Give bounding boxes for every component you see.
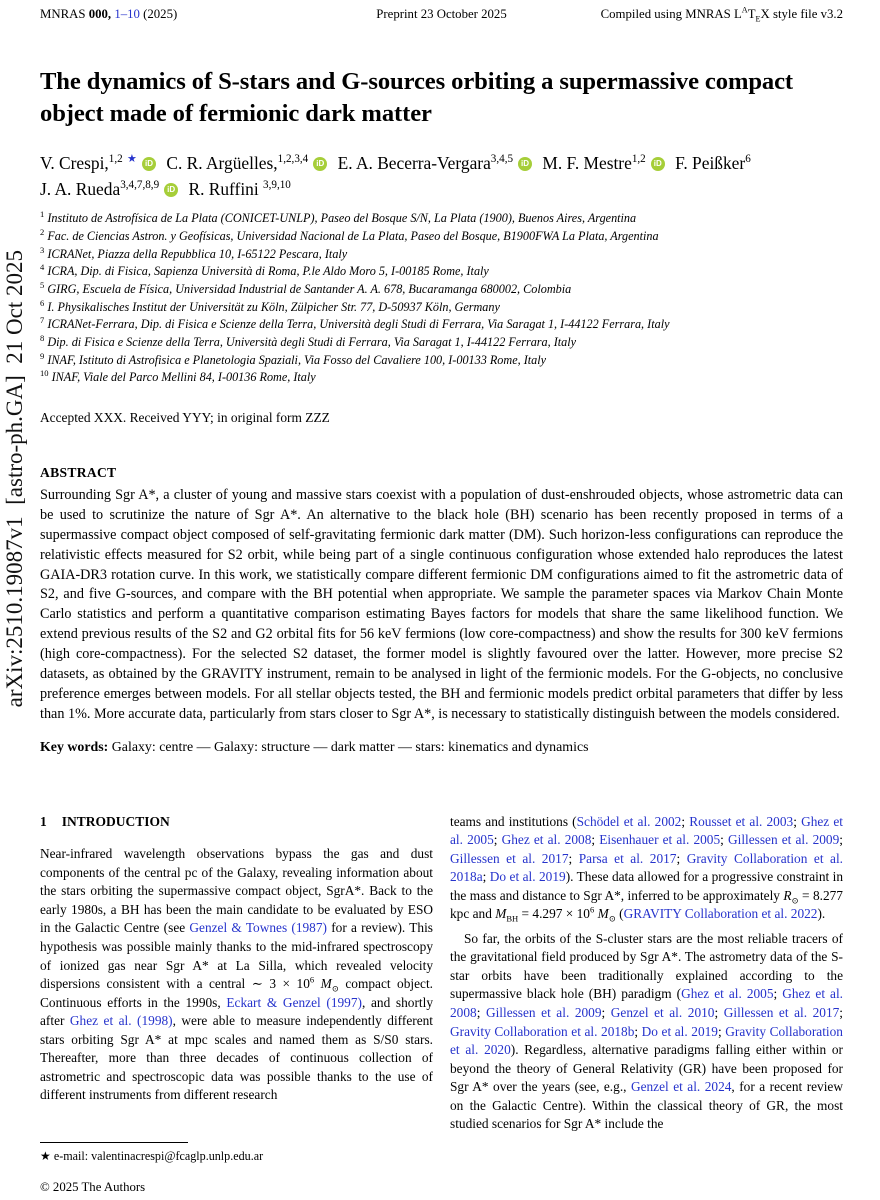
- citation-link[interactable]: Gravity Collaboration et al. 2020: [450, 1023, 843, 1058]
- text-segment: R: [783, 887, 792, 903]
- text-segment: J. A. Rueda: [40, 179, 121, 200]
- text-segment: compact object. Continuous efforts in the 1990s,: [40, 976, 433, 1010]
- intro-paragraph-1: [40, 845, 433, 1105]
- journal-volume: 000,: [88, 7, 112, 21]
- affiliation-item: $^{10}$ INAF, Viale del Parco Mellini 84, I-00136 Rome, Italy: [40, 368, 316, 385]
- text-segment: , and shortly after: [40, 994, 433, 1029]
- text-segment: ;: [714, 1005, 724, 1020]
- section-heading: [40, 813, 433, 832]
- section-title: INTRODUCTION: [61, 813, 170, 829]
- text-segment: X style file v3.2: [760, 7, 843, 21]
- text-segment: ;: [681, 813, 690, 829]
- text-segment: So far, the orbits of the S-cluster stars are the most reliable tracers of the gravitational field produced by Sgr A*. The astrometry data of the S-star orbits have been traditionally explained according to the supermassive black hole (BH) paradigm (: [450, 930, 843, 1002]
- section-number: 1: [40, 813, 47, 829]
- text-segment: teams and institutions (: [450, 813, 577, 829]
- text-segment: BH: [506, 913, 519, 924]
- left-column: [40, 813, 433, 1165]
- text-segment: ;: [482, 869, 490, 885]
- footnote-email: e-mail: valentinacrespi@fcaglp.unlp.edu.ar: [50, 1148, 264, 1163]
- citation-link[interactable]: GRAVITY Collaboration et al. 2022: [623, 906, 818, 922]
- footnote-marker: ★: [40, 1148, 51, 1163]
- citation-link[interactable]: Ghez et al. (1998): [69, 1013, 173, 1029]
- text-segment: ;: [476, 1005, 486, 1020]
- orcid-icon[interactable]: iD: [164, 183, 178, 197]
- text-segment: 6: [589, 904, 595, 915]
- citation-link[interactable]: Eckart & Genzel (1997): [226, 994, 362, 1010]
- text-segment: 3,4,7,8,9: [120, 179, 160, 192]
- left-column-text: [40, 813, 433, 1105]
- citation-link[interactable]: Gravity Collaboration et al. 2018b: [450, 1023, 635, 1039]
- text-segment: 3,4,5: [490, 153, 514, 166]
- citation-link[interactable]: Rousset et al. 2003: [689, 813, 794, 829]
- text-segment: M: [314, 976, 332, 992]
- text-segment: 1,2: [631, 153, 646, 166]
- text-segment: = 4.297 × 10: [518, 906, 590, 922]
- text-segment: E. A. Becerra-Vergara: [333, 152, 491, 173]
- citation-link[interactable]: Genzel et al. 2024: [630, 1079, 732, 1095]
- citation-link[interactable]: Ghez et al. 2008: [501, 832, 592, 848]
- text-segment: M. F. Mestre: [538, 152, 632, 173]
- arxiv-identifier-watermark: arXiv:2510.19087v1 [astro-ph.GA] 21 Oct 2025: [2, 250, 27, 708]
- abstract-heading: ABSTRACT: [40, 465, 117, 481]
- citation-link[interactable]: ★: [127, 153, 138, 166]
- orcid-icon[interactable]: iD: [651, 157, 665, 171]
- text-segment: ⊙: [791, 895, 799, 906]
- citation-link[interactable]: Gillessen et al. 2009: [485, 1005, 602, 1020]
- orcid-icon[interactable]: iD: [313, 157, 327, 171]
- citation-link[interactable]: Ghez et al. 2005: [681, 986, 774, 1002]
- citation-link[interactable]: Gillessen et al. 2017: [723, 1005, 840, 1020]
- citation-link[interactable]: Gravity Collaboration et al. 2018a: [450, 850, 844, 885]
- citation-link[interactable]: Gillessen et al. 2009: [727, 832, 840, 848]
- right-column: [450, 813, 843, 1165]
- affiliation-item: $^1$ Instituto de Astrofísica de La Plata (CONICET-UNLP), Paseo del Bosque S/N, La Plata (1900), Buenos Aires, Argentina: [40, 209, 637, 226]
- dates-line: Accepted XXX. Received YYY; in original form ZZZ: [40, 410, 330, 426]
- citation-link[interactable]: Do et al. 2019: [489, 869, 566, 885]
- keywords-text: Galaxy: centre — Galaxy: structure — dark matter — stars: kinematics and dynamics: [108, 739, 589, 755]
- text-segment: for a review). This hypothesis was possible mainly thanks to the mid-infrared spectroscopy of ionized gas near Sgr A* at La Silla, which revealed velocity dispersions consistent with a central ∼ 3 × 10: [40, 920, 433, 992]
- abstract-text: Surrounding Sgr A*, a cluster of young and massive stars coexist with a population of dust-enshrouded objects, whose astrometric data can be used to scrutinize the nature of Sgr A*. An alternative to the black hole (BH) scenario has been recently proposed in terms of a supermassive compact object composed of self-gravitating fermionic dark matter (DM). Such horizon-less configurations can reproduce the relativistic effects measured for S2 orbit, while being part of a single continuous configuration whose extended halo reproduces the latest GAIA-DR3 rotation curve. In this work, we statistically compare different fermionic DM configurations aimed to fit the astrometric data of S2, and five G-sources, and compare with the BH potential when appropriate. We sample the parameter spaces via Markov Chain Monte Carlo statistics and perform a quantitative comparison estimating Bayes factors for models that share the same likelihood function. We extend previous results of the S2 and G2 orbital fits for 56 keV fermions (low core-compactness) and show the results for 300 keV fermions (high core-compactness). For the selected S2 dataset, the former model is slightly favoured over the latter. However, more precise S2 datasets, as obtained by the GRAVITY instrument, remain to be analysed in light of the fermionic models. For the G-objects, no conclusive preference emerges between models. For all stellar objects tested, the BH and fermionic models predict orbital parameters that differ by less than 1%. More accurate data, particularly from stars closer to Sgr A*, is necessary to statistically distinguish between the models considered.: [40, 487, 843, 722]
- text-segment: ;: [720, 832, 728, 848]
- journal-reference: [40, 7, 376, 22]
- journal-year: (2025): [143, 7, 178, 21]
- citation-link[interactable]: Genzel & Townes (1987): [189, 920, 327, 936]
- text-segment: ;: [591, 832, 600, 848]
- text-segment: Near-infrared wavelength observations bypass the gas and dust components of the central pc of the Galaxy, revealing information about the stars orbiting the supermassive compact object, SgrA*. Back to the early 1980s, a BH has been the main candidate to be evaluated by ESO in the Galactic Centre (see: [40, 846, 433, 936]
- affiliation-item: $^7$ ICRANet-Ferrara, Dip. di Fisica e Scienze della Terra, Università degli Studi di Ferrara, Via Saragat 1, I-44122 Ferrara, Italy: [40, 315, 670, 332]
- citation-link[interactable]: Do et al. 2019: [641, 1023, 718, 1039]
- text-segment: 6: [309, 974, 315, 985]
- text-segment: ;: [839, 832, 843, 848]
- keywords-line: [40, 740, 843, 756]
- affiliation-item: $^8$ Dip. di Fisica e Scienze della Terra, Università degli Studi di Ferrara, Via Saragat 1, I-44122 Ferrara, Italy: [40, 332, 577, 349]
- pages-link[interactable]: 1–10: [114, 7, 140, 21]
- text-segment: F. Peißker: [670, 152, 746, 173]
- citation-link[interactable]: Ghez et al. 2005: [450, 813, 843, 848]
- affiliation-item: $^6$ I. Physikalisches Institut der Universität zu Köln, Zülpicher Str. 77, D-50937 Köln, Germany: [40, 297, 500, 314]
- text-segment: ;: [839, 1005, 844, 1020]
- citation-link[interactable]: Schödel et al. 2002: [576, 813, 682, 829]
- footnote-divider: [40, 1142, 188, 1143]
- two-column-body: [40, 813, 843, 1165]
- citation-link[interactable]: Eisenhauer et al. 2005: [599, 832, 721, 848]
- text-segment: , for a recent review on the Galactic Centre). Within the classical theory of GR, the most studied scenarios for Sgr A* include the: [450, 1079, 843, 1132]
- orcid-icon[interactable]: iD: [518, 157, 532, 171]
- text-segment: ;: [793, 813, 802, 829]
- paper-title: The dynamics of S-stars and G-sources orbiting a supermassive compact object made of fermionic dark matter: [40, 68, 794, 127]
- intro-paragraph-2: [450, 813, 843, 924]
- text-segment: 6: [745, 153, 751, 166]
- affiliation-item: $^3$ ICRANet, Piazza della Repubblica 10, I-65122 Pescara, Italy: [40, 244, 348, 261]
- text-segment: ;: [568, 850, 579, 866]
- orcid-icon[interactable]: iD: [142, 157, 156, 171]
- affiliation-item: $^2$ Fac. de Ciencias Astron. y Geofísicas, Universidad Nacional de La Plata, Paseo del Bosque, B1900FWA La Plata, Argentina: [40, 226, 659, 243]
- text-segment: ).: [817, 906, 826, 922]
- text-segment: R. Ruffini: [184, 179, 264, 200]
- copyright-notice: © 2025 The Authors: [40, 1180, 146, 1194]
- text-segment: 1,2,3,4: [277, 153, 309, 166]
- text-segment: 3,9,10: [263, 179, 291, 192]
- author-line-2: [40, 176, 843, 202]
- text-segment: V. Crespi,: [40, 152, 109, 173]
- keywords-label: Key words:: [40, 739, 109, 755]
- text-segment: ;: [634, 1023, 642, 1039]
- page-header: [40, 7, 843, 22]
- citation-link[interactable]: Ghez et al. 2008: [450, 986, 844, 1020]
- citation-link[interactable]: Genzel et al. 2010: [610, 1005, 715, 1020]
- text-segment: T: [747, 7, 756, 21]
- affiliation-item: $^9$ INAF, Istituto di Astrofisica e Planetologia Spaziali, Via Fosso del Cavaliere 100, I-00133 Rome, Italy: [40, 350, 547, 367]
- text-segment: M: [594, 906, 609, 922]
- text-segment: ⊙: [331, 983, 339, 994]
- text-segment: ;: [493, 832, 502, 848]
- text-segment: (: [615, 906, 624, 922]
- citation-link[interactable]: Parsa et al. 2017: [578, 850, 677, 866]
- text-segment: M: [495, 906, 507, 922]
- citation-link[interactable]: Gillessen et al. 2017: [450, 850, 569, 866]
- affiliation-item: $^4$ ICRA, Dip. di Fisica, Sapienza Università di Roma, P.le Aldo Moro 5, I-00185 Rome, Italy: [40, 262, 489, 279]
- text-segment: ). Regardless, alternative paradigms falling either within or beyond the theory of General Relativity (GR) have been proposed for Sgr A* over the years (see, e.g.,: [450, 1042, 843, 1095]
- compiled-note: [507, 7, 843, 22]
- text-segment: E: [755, 14, 761, 24]
- text-segment: ;: [676, 850, 687, 866]
- affiliation-item: $^5$ GIRG, Escuela de Física, Universidad Industrial de Santander A. A. 678, Bucaramanga 680002, Colombia: [40, 279, 572, 296]
- text-segment: ;: [601, 1005, 611, 1020]
- intro-paragraph-3: [450, 930, 843, 1134]
- affiliations-list: [40, 210, 843, 387]
- text-segment: ;: [773, 986, 783, 1002]
- text-segment: A: [741, 5, 748, 15]
- author-line-1: [40, 150, 843, 176]
- text-segment: ). These data allowed for a progressive constraint in the mass and distance to Sgr A*, inferred to be approximately: [450, 869, 844, 903]
- text-segment: Compiled using MNRAS L: [600, 7, 742, 21]
- text-segment: 1,2: [108, 153, 123, 166]
- text-segment: ⊙: [608, 913, 616, 924]
- text-segment: ;: [717, 1023, 726, 1039]
- author-footnote: [40, 1142, 433, 1165]
- text-segment: , were able to measure independently different stars orbiting Sgr A* at mpc scales and named them as S/S0 stars. Thereafter, more than three decades of continuous collection of astrometric and spectroscopic data was possible thanks to the use of different instruments from different research: [40, 1013, 433, 1103]
- journal-name: MNRAS: [40, 7, 86, 21]
- text-segment: C. R. Argüelles,: [162, 152, 278, 173]
- preprint-date: Preprint 23 October 2025: [376, 7, 507, 21]
- text-segment: = 8.277 kpc and: [450, 887, 843, 922]
